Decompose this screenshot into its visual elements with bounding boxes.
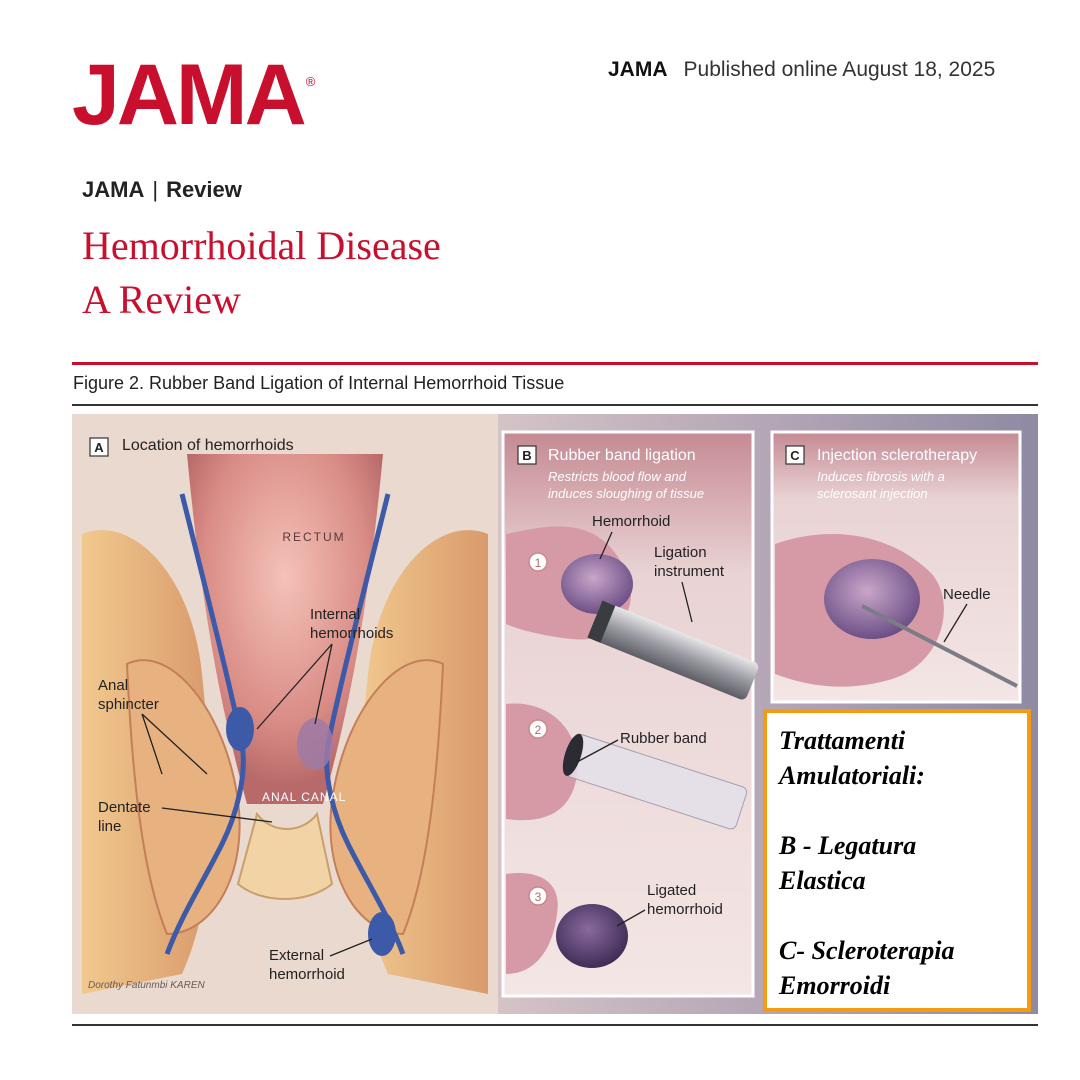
article-subtitle: A Review bbox=[82, 277, 241, 322]
article-title: Hemorrhoidal Disease bbox=[82, 223, 441, 268]
panel-c-letter: C bbox=[790, 448, 800, 463]
jama-logo bbox=[72, 47, 316, 143]
header-divider bbox=[72, 362, 1038, 365]
treatment-note-box bbox=[763, 709, 1031, 1012]
hemorrhoid-label: Hemorrhoid bbox=[592, 513, 671, 530]
needle-label: Needle bbox=[943, 586, 991, 603]
internal-label-line2: hemorrhoids bbox=[310, 625, 394, 642]
logo-text: JAMA bbox=[72, 47, 304, 143]
publication-line bbox=[608, 58, 995, 82]
step1-number: 1 bbox=[534, 556, 542, 570]
external-label-line1: External bbox=[269, 947, 325, 964]
panel-c-subtitle-line2: sclerosant injection bbox=[817, 486, 928, 501]
rubber-band-label: Rubber band bbox=[620, 730, 707, 747]
step3-number: 3 bbox=[534, 890, 542, 904]
note-line-1: Trattamenti bbox=[779, 726, 906, 755]
note-spacer-1 bbox=[779, 793, 1015, 828]
panel-b-subtitle-line1: Restricts blood flow and bbox=[548, 469, 687, 484]
rectum-label: RECTUM bbox=[282, 530, 346, 544]
figure-bottom-divider bbox=[72, 1024, 1038, 1026]
note-line-3: B - Legatura bbox=[779, 831, 917, 860]
figure-caption: Figure 2. Rubber Band Ligation of Internal Hemorrhoid Tissue bbox=[73, 373, 565, 393]
panel-c-subtitle-line1: Induces fibrosis with a bbox=[817, 469, 945, 484]
internal-hemorrhoid-shape bbox=[297, 718, 333, 770]
panel-a-heading: Location of hemorrhoids bbox=[122, 437, 294, 454]
journal-name: JAMA bbox=[608, 58, 668, 81]
ligated-label-line1: Ligated bbox=[647, 882, 697, 899]
ligated-hemorrhoid-shape bbox=[556, 904, 628, 968]
note-line-4: Elastica bbox=[779, 866, 866, 895]
panel-a-letter: A bbox=[94, 440, 104, 455]
step1-hemorrhoid bbox=[561, 554, 633, 614]
ligation-label-line1: Ligation bbox=[654, 544, 707, 561]
panel-b-letter: B bbox=[522, 448, 532, 463]
note-spacer-2 bbox=[779, 898, 1015, 933]
kicker-type: Review bbox=[166, 177, 242, 202]
dentate-label-line2: line bbox=[98, 818, 122, 835]
note-line-5: C- Scleroterapia bbox=[779, 936, 955, 965]
step2-number: 2 bbox=[534, 723, 542, 737]
internal-label-line1: Internal bbox=[310, 606, 361, 623]
illustrator-signature: Dorothy Fatunmbi KAREN bbox=[88, 980, 205, 991]
sphincter-label-line2: sphincter bbox=[98, 696, 159, 713]
panel-b-heading: Rubber band ligation bbox=[548, 447, 696, 464]
article-kicker bbox=[82, 177, 242, 203]
note-line-2: Amulatoriali: bbox=[779, 761, 925, 790]
kicker-journal: JAMA bbox=[82, 177, 145, 202]
dentate-label-line1: Dentate bbox=[98, 799, 151, 816]
published-date: Published online August 18, 2025 bbox=[683, 58, 996, 81]
anal-canal-label: ANAL CANAL bbox=[262, 790, 347, 804]
ligated-label-line2: hemorrhoid bbox=[647, 901, 723, 918]
left-internal-plexus bbox=[226, 707, 254, 751]
registered-mark: ® bbox=[305, 74, 316, 90]
external-label-line2: hemorrhoid bbox=[269, 966, 345, 983]
panel-c-heading: Injection sclerotherapy bbox=[817, 447, 978, 464]
kicker-separator: | bbox=[152, 177, 159, 202]
note-line-6: Emorroidi bbox=[779, 971, 891, 1000]
sphincter-label-line1: Anal bbox=[98, 677, 129, 694]
caption-divider bbox=[72, 404, 1038, 406]
panel-b-subtitle-line2: induces sloughing of tissue bbox=[548, 486, 705, 501]
external-plexus bbox=[368, 912, 396, 956]
ligation-label-line2: instrument bbox=[654, 563, 725, 580]
